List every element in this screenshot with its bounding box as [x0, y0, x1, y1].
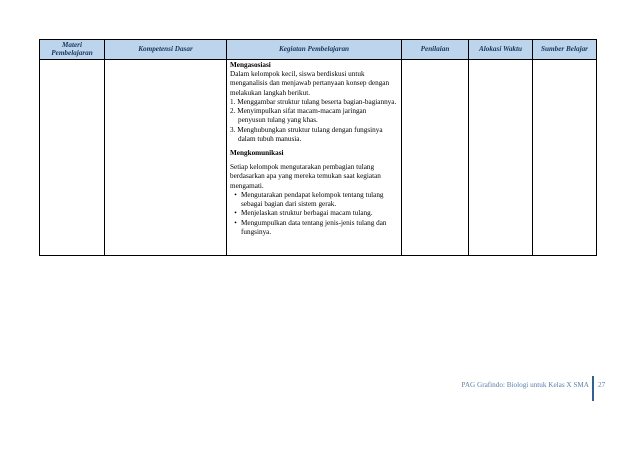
- bullet-icon: •: [234, 209, 237, 218]
- table-header-row: [40, 40, 597, 60]
- mengasosiasi-heading: Mengasosiasi: [230, 61, 271, 69]
- step-3-continued: dalam tubuh manusia.: [238, 134, 302, 143]
- cell-kompetensi: [105, 60, 227, 256]
- table-row: [40, 60, 597, 256]
- step-3: 3. Menghubungkan struktur tulang dengan fungsinya: [230, 125, 383, 134]
- bullet-text: Mengumpulkan data tentang jenis-jenis tulang dan fungsinya.: [241, 218, 387, 236]
- list-item: [230, 209, 398, 218]
- step-1: 1. Menggambar struktur tulang beserta bagian-bagiannya.: [230, 97, 397, 106]
- bullet-text: Mengutarakan pendapat kelompok tentang tulang sebagai bagian dari sistem gerak.: [241, 190, 384, 209]
- page-number: 27: [598, 381, 606, 389]
- list-item: [230, 191, 398, 209]
- header-alokasi: Alokasi Waktu: [469, 40, 533, 60]
- cell-sumber: [533, 60, 597, 256]
- header-sumber: Sumber Belajar: [533, 40, 597, 60]
- header-kegiatan: Kegiatan Pembelajaran: [227, 40, 402, 60]
- header-materi: Materi Pembelajaran: [40, 40, 105, 60]
- step-2-continued: penyusun tulang yang khas.: [238, 116, 318, 125]
- bullet-icon: •: [234, 218, 237, 227]
- footer-text: PAG Grafindo: Biologi untuk Kelas X SMA: [461, 381, 589, 389]
- mengasosiasi-intro: Dalam kelompok kecil, siswa berdiskusi untuk menganalisis dan menjawab pertanyaan konsep dengan melakukan langkah berikut.: [230, 70, 390, 97]
- step-2: 2. Menyimpulkan sifat macam-macam jaringan: [230, 107, 367, 116]
- cell-materi: [40, 60, 105, 256]
- header-penilaian: Penilaian: [402, 40, 469, 60]
- footer-divider: [592, 376, 594, 401]
- cell-kegiatan: [227, 60, 402, 256]
- mengkomunikasi-heading: Mengkomunikasi: [230, 148, 284, 157]
- bullet-text: Menjelaskan struktur berbagai macam tulang.: [241, 209, 373, 218]
- header-kompetensi: Kompetensi Dasar: [105, 40, 227, 60]
- bullet-icon: •: [234, 190, 237, 199]
- syllabus-table: [39, 39, 597, 256]
- cell-penilaian: [402, 60, 469, 256]
- cell-alokasi: [469, 60, 533, 256]
- mengkomunikasi-intro: Setiap kelompok mengutarakan pembagian tulang berdasarkan apa yang mereka temukan saat kegiatan mengamati.: [230, 163, 381, 190]
- list-item: [230, 219, 398, 237]
